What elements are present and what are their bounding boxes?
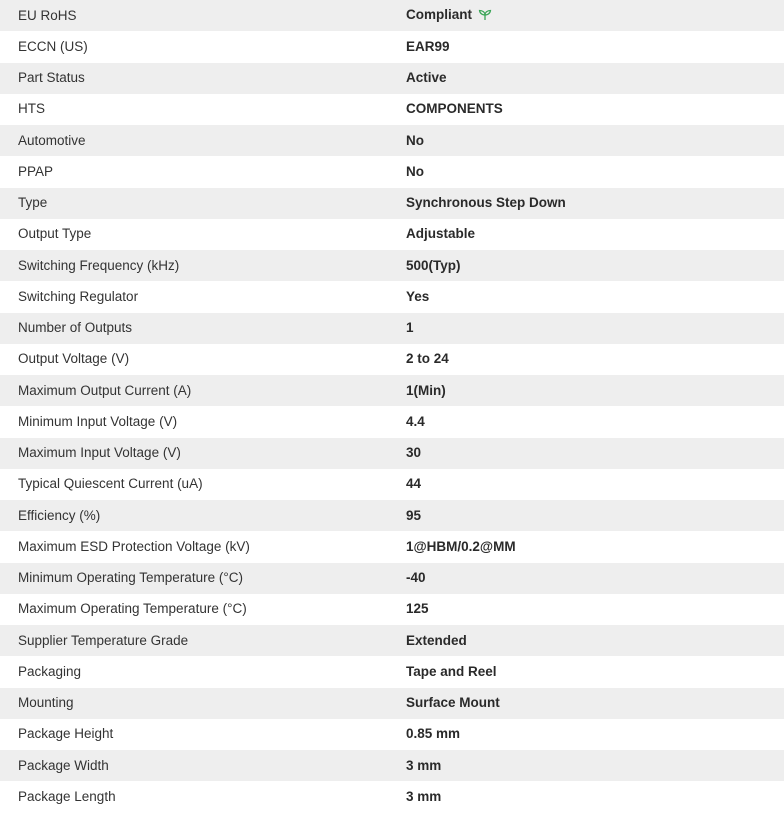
spec-value: EAR99: [406, 38, 450, 54]
spec-value: Yes: [406, 288, 430, 304]
spec-row-switching-frequency: [0, 250, 784, 281]
spec-label: Typical Quiescent Current (uA): [18, 476, 203, 492]
spec-label: Package Width: [18, 757, 109, 773]
spec-row-max-input-voltage: [0, 438, 784, 469]
leaf-icon: [478, 9, 492, 25]
spec-label: Minimum Operating Temperature (°C): [18, 570, 243, 586]
spec-row-min-operating-temp: [0, 563, 784, 594]
spec-label: Type: [18, 195, 48, 211]
spec-value: 44: [406, 476, 422, 492]
spec-value: Extended: [406, 632, 467, 648]
spec-row-temperature-grade: [0, 625, 784, 656]
spec-row-hts: [0, 94, 784, 125]
spec-label: Mounting: [18, 695, 74, 711]
spec-row-max-operating-temp: [0, 594, 784, 625]
spec-row-output-type: [0, 219, 784, 250]
spec-value: Synchronous Step Down: [406, 195, 566, 211]
spec-label: Packaging: [18, 663, 82, 679]
spec-value: 2 to 24: [406, 351, 449, 367]
spec-value: -40: [406, 570, 426, 586]
spec-row-mounting: [0, 688, 784, 719]
spec-label: Automotive: [18, 132, 86, 148]
spec-value: Active: [406, 70, 447, 86]
spec-label: HTS: [18, 101, 45, 117]
spec-value: 0.85 mm: [406, 726, 461, 742]
spec-row-automotive: [0, 125, 784, 156]
spec-label: Supplier Temperature Grade: [18, 632, 189, 648]
spec-row-efficiency: [0, 500, 784, 531]
spec-value: Adjustable: [406, 226, 476, 242]
spec-row-part-status: [0, 63, 784, 94]
spec-value: COMPONENTS: [406, 101, 503, 117]
spec-row-type: [0, 188, 784, 219]
spec-label: Output Type: [18, 226, 92, 242]
spec-value: 1: [406, 320, 414, 336]
spec-label: Output Voltage (V): [18, 351, 130, 367]
spec-row-package-height: [0, 719, 784, 750]
spec-row-quiescent-current: [0, 469, 784, 500]
spec-row-eccn: [0, 31, 784, 62]
spec-row-package-length: [0, 781, 784, 812]
spec-row-package-width: [0, 750, 784, 781]
spec-value: Surface Mount: [406, 695, 500, 711]
spec-row-output-voltage: [0, 344, 784, 375]
spec-row-eu-rohs: [0, 0, 784, 31]
spec-row-min-input-voltage: [0, 406, 784, 437]
spec-value: Compliant: [406, 6, 472, 22]
spec-value: 30: [406, 445, 422, 461]
spec-label: Minimum Input Voltage (V): [18, 413, 178, 429]
spec-label: Maximum Output Current (A): [18, 382, 192, 398]
spec-value: 3 mm: [406, 788, 442, 804]
spec-row-switching-regulator: [0, 281, 784, 312]
spec-label: EU RoHS: [18, 7, 77, 23]
spec-label: Part Status: [18, 70, 85, 86]
spec-value: 1(Min): [406, 382, 446, 398]
spec-row-max-output-current: [0, 375, 784, 406]
spec-value: 3 mm: [406, 757, 442, 773]
spec-label: Maximum Input Voltage (V): [18, 445, 181, 461]
spec-label: Efficiency (%): [18, 507, 101, 523]
spec-row-ppap: [0, 156, 784, 187]
spec-value: 125: [406, 601, 429, 617]
spec-label: PPAP: [18, 163, 54, 179]
spec-value: No: [406, 132, 424, 148]
spec-label: ECCN (US): [18, 38, 88, 54]
spec-label: Package Length: [18, 788, 116, 804]
spec-value: 4.4: [406, 413, 425, 429]
spec-label: Maximum ESD Protection Voltage (kV): [18, 538, 250, 554]
spec-value: 95: [406, 507, 422, 523]
spec-label: Switching Regulator: [18, 288, 139, 304]
spec-label: Switching Frequency (kHz): [18, 257, 180, 273]
spec-label: Number of Outputs: [18, 320, 133, 336]
spec-value: 500(Typ): [406, 257, 461, 273]
spec-row-number-of-outputs: [0, 313, 784, 344]
spec-value: No: [406, 163, 424, 179]
spec-row-esd-protection: [0, 531, 784, 562]
spec-label: Maximum Operating Temperature (°C): [18, 601, 247, 617]
spec-value: Tape and Reel: [406, 663, 497, 679]
spec-value: 1@HBM/0.2@MM: [406, 538, 516, 554]
spec-value-cell: [406, 0, 784, 31]
spec-row-packaging: [0, 656, 784, 687]
spec-label: Package Height: [18, 726, 114, 742]
